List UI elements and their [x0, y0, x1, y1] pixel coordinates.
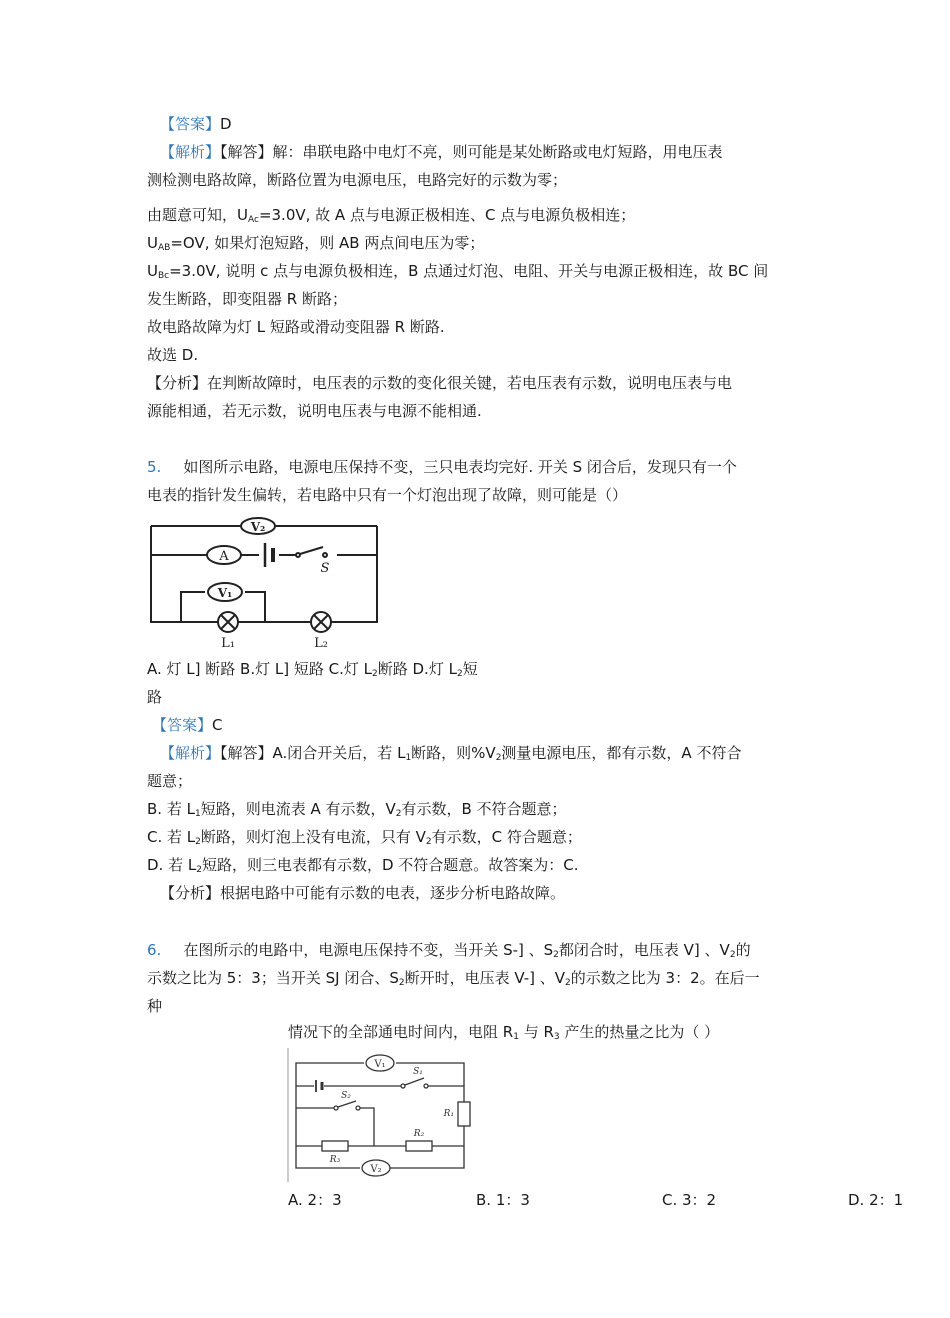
analysis-tag: 【解析】 [160, 744, 221, 762]
q6-circuit-diagram [286, 1046, 476, 1184]
subscript: 2 [196, 865, 202, 875]
subscript: 1 [194, 809, 201, 819]
fenxi-text: 根据电路中可能有示数的电表，逐步分析电路故障。 [220, 884, 566, 902]
q6-stem-line-3: 种 [147, 997, 163, 1015]
text: U [147, 262, 158, 280]
q4-analysis-line-8: 故选 D. [147, 346, 199, 364]
subscript: 2 [398, 978, 405, 988]
question-text: 如图所示电路，电源电压保持不变，三只电表均完好. 开关 S 闭合后，发现只有一个 [183, 458, 737, 476]
q4-analysis-line-7: 故电路故障为灯 L 短路或滑动变阻器 R 断路. [147, 318, 445, 336]
text: =3.0V, 故 A 点与电源正极相连、C 点与电源负极相连； [258, 206, 636, 224]
answer-value: D [220, 115, 232, 133]
subscript: 2 [395, 809, 402, 819]
r3-label: R₃ [329, 1155, 341, 1165]
fenxi-tag: 【分析】 [147, 374, 208, 392]
text: 示数之比为 5：3；当开关 SJ 闭合、S [147, 969, 399, 987]
q4-analysis-line-4 [147, 233, 484, 258]
text: 由题意可知，U [147, 206, 248, 224]
text: 断路 D.灯 L [377, 660, 457, 678]
q6-stem-line-1 [147, 940, 751, 965]
subscript: 2 [495, 753, 502, 763]
text: 断路，则灯泡上没有电流，只有 V [200, 828, 426, 846]
q5-analysis-line-2: 题意； [147, 772, 193, 790]
q4-analysis-line-1 [160, 142, 723, 162]
l2-label: L₂ [314, 636, 328, 651]
q5-circuit-diagram [147, 517, 387, 651]
text: 断路，则%V [411, 744, 496, 762]
answer-tag: 【答案】 [160, 115, 221, 133]
q4-answer-line [160, 114, 232, 134]
analysis-answer-tag: 【解答】 [220, 143, 273, 161]
analysis-text: 解：串联电路中电灯不亮，则可能是某处断路或电灯短路，用电压表 [272, 143, 723, 161]
q4-analysis-line-5 [147, 261, 768, 286]
text: A. 灯 L] 断路 B.灯 L] 短路 C.灯 L [147, 660, 372, 678]
subscript: 2 [456, 669, 463, 679]
text: 有示数，B 不符合题意； [401, 800, 567, 818]
q6-option-d: D. 2：1 [848, 1191, 904, 1209]
q4-analysis-line-2: 测检测电路故障，断路位置为电源电压，电路完好的示数为零； [147, 171, 568, 189]
v1-label: V₁ [217, 586, 233, 600]
text: 在图所示的电路中，电源电压保持不变，当开关 S-] 、S [183, 941, 554, 959]
text: 都闭合时，电压表 V] 、V [558, 941, 730, 959]
text: A.闭合开关后，若 L [272, 744, 406, 762]
text: 断开时，电压表 V-] 、V [404, 969, 566, 987]
text: 短路，则三电表都有示数，D 不符合题意。故答案为：C. [201, 856, 579, 874]
subscript: Bc [157, 271, 170, 281]
ammeter-label: A [219, 549, 229, 564]
text: 短路，则电流表 A 有示数，V [200, 800, 396, 818]
q5-analysis-option-c [147, 827, 582, 852]
subscript: 1 [513, 1032, 519, 1042]
v1-label: V₁ [374, 1059, 386, 1070]
subscript: 1 [405, 753, 412, 763]
text: 有示数，C 符合题意； [431, 828, 582, 846]
r1-label: R₁ [443, 1109, 454, 1119]
subscript: 2 [425, 837, 432, 847]
q5-stem-line-1 [147, 457, 737, 477]
q5-answer-line [152, 715, 223, 735]
subscript: 2 [372, 669, 378, 679]
fenxi-tag: 【分析】 [160, 884, 221, 902]
q6-option-c: C. 3：2 [662, 1191, 717, 1209]
q5-fenxi-line [160, 883, 565, 903]
q6-option-a: A. 2：3 [288, 1191, 342, 1209]
q4-fenxi-line-2: 源能相通，若无示数，说明电压表与电源不能相通. [147, 402, 482, 420]
text: C. 若 L [147, 828, 196, 846]
v2-label: V₂ [370, 1164, 382, 1175]
question-number: 5. [147, 458, 162, 476]
text: D. 若 L [147, 856, 197, 874]
q6-option-b: B. 1：3 [476, 1191, 530, 1209]
q6-stem-line-2 [147, 968, 760, 993]
q6-stem-line-4 [288, 1022, 719, 1047]
subscript: Ac [247, 215, 259, 225]
question-number: 6. [147, 941, 162, 959]
text: 情况下的全部通电时间内，电阻 R [288, 1023, 514, 1041]
q5-analysis-line-1 [160, 743, 741, 768]
v2-label: V₂ [250, 520, 266, 534]
q4-analysis-line-6: 发生断路，即变阻器 R 断路； [147, 290, 347, 308]
q5-options-line-2: 路 [147, 688, 163, 706]
text: 短 [462, 660, 478, 678]
answer-value: C [212, 716, 223, 734]
analysis-answer-tag: 【解答】 [220, 744, 273, 762]
fenxi-text: 在判断故障时，电压表的示数的变化很关键，若电压表有示数，说明电压表与电 [207, 374, 733, 392]
r2-label: R₂ [413, 1129, 425, 1139]
q5-stem-line-2: 电表的指针发生偏转，若电路中只有一个灯泡出现了故障，则可能是（） [147, 486, 628, 504]
subscript: 3 [553, 1032, 560, 1042]
s1-label: S₁ [413, 1067, 423, 1077]
text: B. 若 L [147, 800, 195, 818]
subscript: AB [157, 243, 171, 253]
q5-analysis-option-d [147, 855, 579, 880]
q5-options-line-1 [147, 659, 478, 684]
text: 测量电源电压，都有示数，A 不符合 [501, 744, 742, 762]
text: 与 R [518, 1023, 554, 1041]
q4-fenxi-line-1 [147, 373, 732, 393]
q4-analysis-line-3 [147, 205, 635, 230]
switch-label: S [320, 561, 330, 576]
subscript: 2 [553, 950, 559, 960]
subscript: 2 [729, 950, 736, 960]
text: U [147, 234, 158, 252]
l1-label: L₁ [221, 636, 235, 651]
analysis-tag: 【解析】 [160, 143, 221, 161]
text: 的 [735, 941, 751, 959]
q5-analysis-option-b [147, 799, 567, 824]
subscript: 2 [195, 837, 201, 847]
s2-label: S₂ [341, 1091, 351, 1101]
text: 产生的热量之比为（ ） [559, 1023, 720, 1041]
subscript: 2 [565, 978, 571, 988]
text: =OV, 如果灯泡短路，则 AB 两点间电压为零； [170, 234, 485, 252]
text: 的示数之比为 3：2。在后一 [570, 969, 760, 987]
answer-tag: 【答案】 [152, 716, 213, 734]
text: =3.0V, 说明 c 点与电源负极相连，B 点通过灯泡、电阻、开关与电源正极相连，故 BC 间 [169, 262, 769, 280]
